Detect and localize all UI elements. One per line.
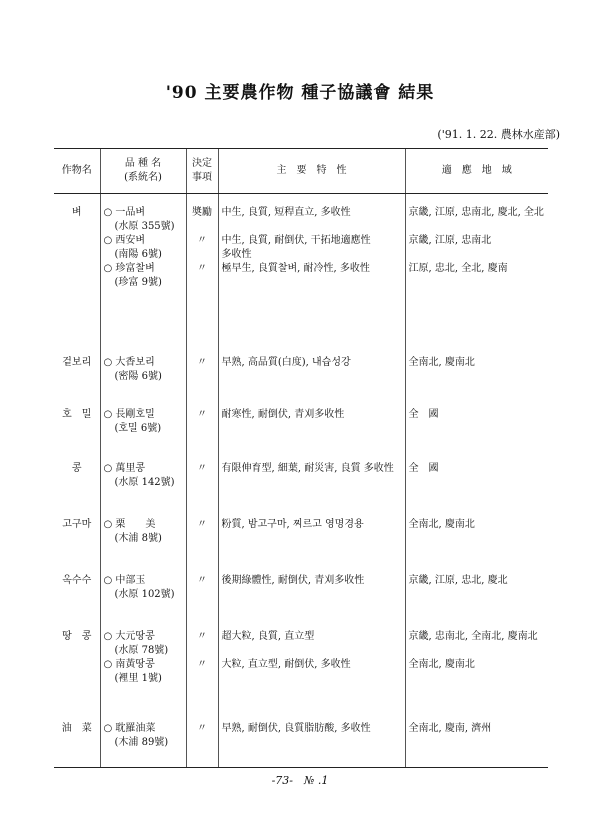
variety-name: ○ 西安벼 (103, 235, 146, 246)
variety-code: (水原 78號) (114, 644, 169, 656)
region-value: 江原, 忠北, 全北, 慶南 (408, 263, 508, 274)
region-value: 京畿, 江原, 忠南北 (408, 235, 492, 246)
characteristics-line: 早熟, 高品質(白度), 내습성강 (221, 356, 351, 368)
variety-name: ○ 大元땅콩 (103, 630, 155, 642)
region-cell (405, 450, 548, 506)
decision-cell (186, 618, 218, 710)
variety-name: ○ 南黃땅콩 (103, 658, 155, 670)
header-decision-line1: 決定 (192, 158, 212, 169)
decision-value: 〃 (197, 263, 207, 274)
table-row (54, 506, 548, 562)
crop-cell: 호 밀 (62, 408, 92, 420)
region-cell (405, 710, 548, 768)
decision-cell (186, 450, 218, 506)
variety-name: ○ 栗 美 (103, 518, 156, 530)
characteristics-cell (218, 396, 405, 450)
decision-cell (186, 506, 218, 562)
characteristics-line: 早熟, 耐倒伏, 良質脂肪酸, 多收性 (221, 722, 371, 734)
variety-cell (100, 710, 186, 768)
characteristics-cell (218, 194, 405, 344)
results-table (54, 148, 548, 768)
variety-entry (104, 234, 183, 262)
variety-code: (木浦 89號) (114, 736, 169, 748)
variety-entry (104, 262, 183, 290)
region-cell (405, 506, 548, 562)
page-footer: -73- № .1 (271, 774, 329, 787)
region-value: 全 國 (408, 462, 439, 474)
characteristics-cell (218, 562, 405, 618)
variety-name: ○ 耽羅油菜 (103, 722, 156, 734)
region-value: 全南北, 慶南北 (408, 658, 475, 670)
decision-value: 〃 (197, 518, 207, 530)
characteristics-line: 有限伸育型, 細葉, 耐災害, 良質 多收性 (221, 462, 394, 474)
region-value: 京畿, 忠南北, 全南北, 慶南北 (408, 630, 538, 642)
table-row (54, 344, 548, 396)
characteristics-cell (218, 450, 405, 506)
variety-code: (水原 355號) (114, 221, 175, 232)
table-row (54, 710, 548, 768)
characteristics-line: 大粒, 直立型, 耐倒伏, 多收性 (221, 658, 351, 670)
header-variety-line1: 品 種 名 (124, 158, 162, 169)
variety-entry (104, 462, 183, 490)
document-title: '90 主要農作物 種子協議會 結果 (165, 83, 435, 103)
region-value: 全南北, 慶南北 (408, 356, 475, 368)
crop-cell: 콩 (71, 462, 82, 474)
header-row (54, 149, 548, 194)
region-value: 全南北, 慶南, 濟州 (408, 722, 492, 734)
characteristics-cell (218, 710, 405, 768)
decision-value: 〃 (197, 630, 207, 642)
table-body (54, 194, 548, 768)
crop-cell: 겉보리 (62, 356, 92, 368)
characteristics-line: 中生, 良質, 短稈直立, 多收性 (221, 207, 351, 218)
characteristics-line: 後期綠體性, 耐倒伏, 青刈多收性 (221, 574, 365, 586)
crop-cell: 옥수수 (62, 574, 92, 586)
variety-name: ○ 珍富찰벼 (103, 263, 155, 274)
region-value: 京畿, 江原, 忠北, 慶北 (408, 574, 508, 586)
decision-cell (186, 396, 218, 450)
table-row (54, 450, 548, 506)
decision-value: 〃 (197, 574, 207, 586)
variety-entry (104, 630, 183, 658)
variety-code: (裡里 1號) (114, 672, 162, 684)
characteristics-cell (218, 618, 405, 710)
characteristics-line: 中生, 良質, 耐倒伏, 干拓地適應性 (221, 235, 371, 246)
variety-cell (100, 562, 186, 618)
variety-cell (100, 618, 186, 710)
variety-code: (水原 142號) (114, 476, 175, 488)
header-variety (100, 149, 186, 194)
decision-value: 〃 (197, 658, 207, 670)
variety-cell (100, 450, 186, 506)
variety-entry (104, 408, 183, 436)
region-cell (405, 618, 548, 710)
variety-cell (100, 194, 186, 344)
variety-code: (水原 102號) (114, 588, 175, 600)
characteristics-line: 耐寒性, 耐倒伏, 青刈多收性 (221, 408, 345, 420)
characteristics-line: 超大粒, 良質, 直立型 (221, 630, 315, 642)
decision-value: 奬勵 (192, 207, 212, 218)
variety-name: ○ 萬里콩 (103, 462, 146, 474)
variety-entry (104, 356, 183, 384)
variety-name: ○ 長剛호밀 (103, 408, 155, 420)
header-region: 適 應 地 域 (405, 149, 548, 194)
crop-cell: 벼 (71, 207, 82, 218)
source-note: ('91. 1. 22. 農林水産部) (437, 128, 560, 141)
table-row (54, 562, 548, 618)
variety-code: (南陽 6號) (114, 249, 162, 260)
variety-name: ○ 大香보리 (103, 356, 155, 368)
variety-entry (104, 206, 183, 234)
decision-value: 〃 (197, 235, 207, 246)
decision-cell (186, 710, 218, 768)
decision-value: 〃 (197, 722, 207, 734)
header-variety-line2: (系統名) (124, 172, 162, 183)
region-cell (405, 396, 548, 450)
decision-cell (186, 194, 218, 344)
characteristics-line: 粉質, 밤고구마, 찌르고 영명경용 (221, 518, 364, 530)
variety-entry (104, 518, 183, 546)
header-characteristics: 主 要 特 性 (218, 149, 405, 194)
table-row (54, 618, 548, 710)
crop-cell: 고구마 (62, 518, 92, 530)
region-cell (405, 562, 548, 618)
region-value: 全 國 (408, 408, 439, 420)
variety-cell (100, 396, 186, 450)
variety-code: (珍富 9號) (114, 277, 162, 288)
decision-cell (186, 344, 218, 396)
decision-cell (186, 562, 218, 618)
variety-cell (100, 344, 186, 396)
crop-cell: 油 菜 (54, 710, 100, 768)
header-crop: 作物名 (54, 149, 100, 194)
variety-entry (104, 574, 183, 602)
region-value: 京畿, 江原, 忠南北, 慶北, 全北 (408, 207, 544, 218)
region-value: 全南北, 慶南北 (408, 518, 475, 530)
variety-name: ○ 中部玉 (103, 574, 146, 586)
characteristics-line: 極早生, 良質찰벼, 耐冷性, 多收性 (221, 263, 370, 274)
variety-entry (104, 658, 183, 686)
variety-code: (호밀 6號) (114, 422, 162, 434)
variety-cell (100, 506, 186, 562)
characteristics-line: 多收性 (221, 249, 252, 260)
decision-value: 〃 (197, 462, 207, 474)
header-decision (186, 149, 218, 194)
variety-name: ○ 一品벼 (103, 207, 146, 218)
decision-value: 〃 (197, 356, 207, 368)
decision-value: 〃 (197, 408, 207, 420)
characteristics-cell (218, 506, 405, 562)
table-row (54, 194, 548, 344)
variety-entry (104, 722, 183, 750)
header-decision-line2: 事項 (192, 172, 212, 183)
table-row (54, 396, 548, 450)
variety-code: (木浦 8號) (114, 532, 162, 544)
crop-cell: 땅 콩 (62, 630, 92, 642)
variety-code: (密陽 6號) (114, 370, 162, 382)
characteristics-cell (218, 344, 405, 396)
region-cell (405, 194, 548, 344)
region-cell (405, 344, 548, 396)
